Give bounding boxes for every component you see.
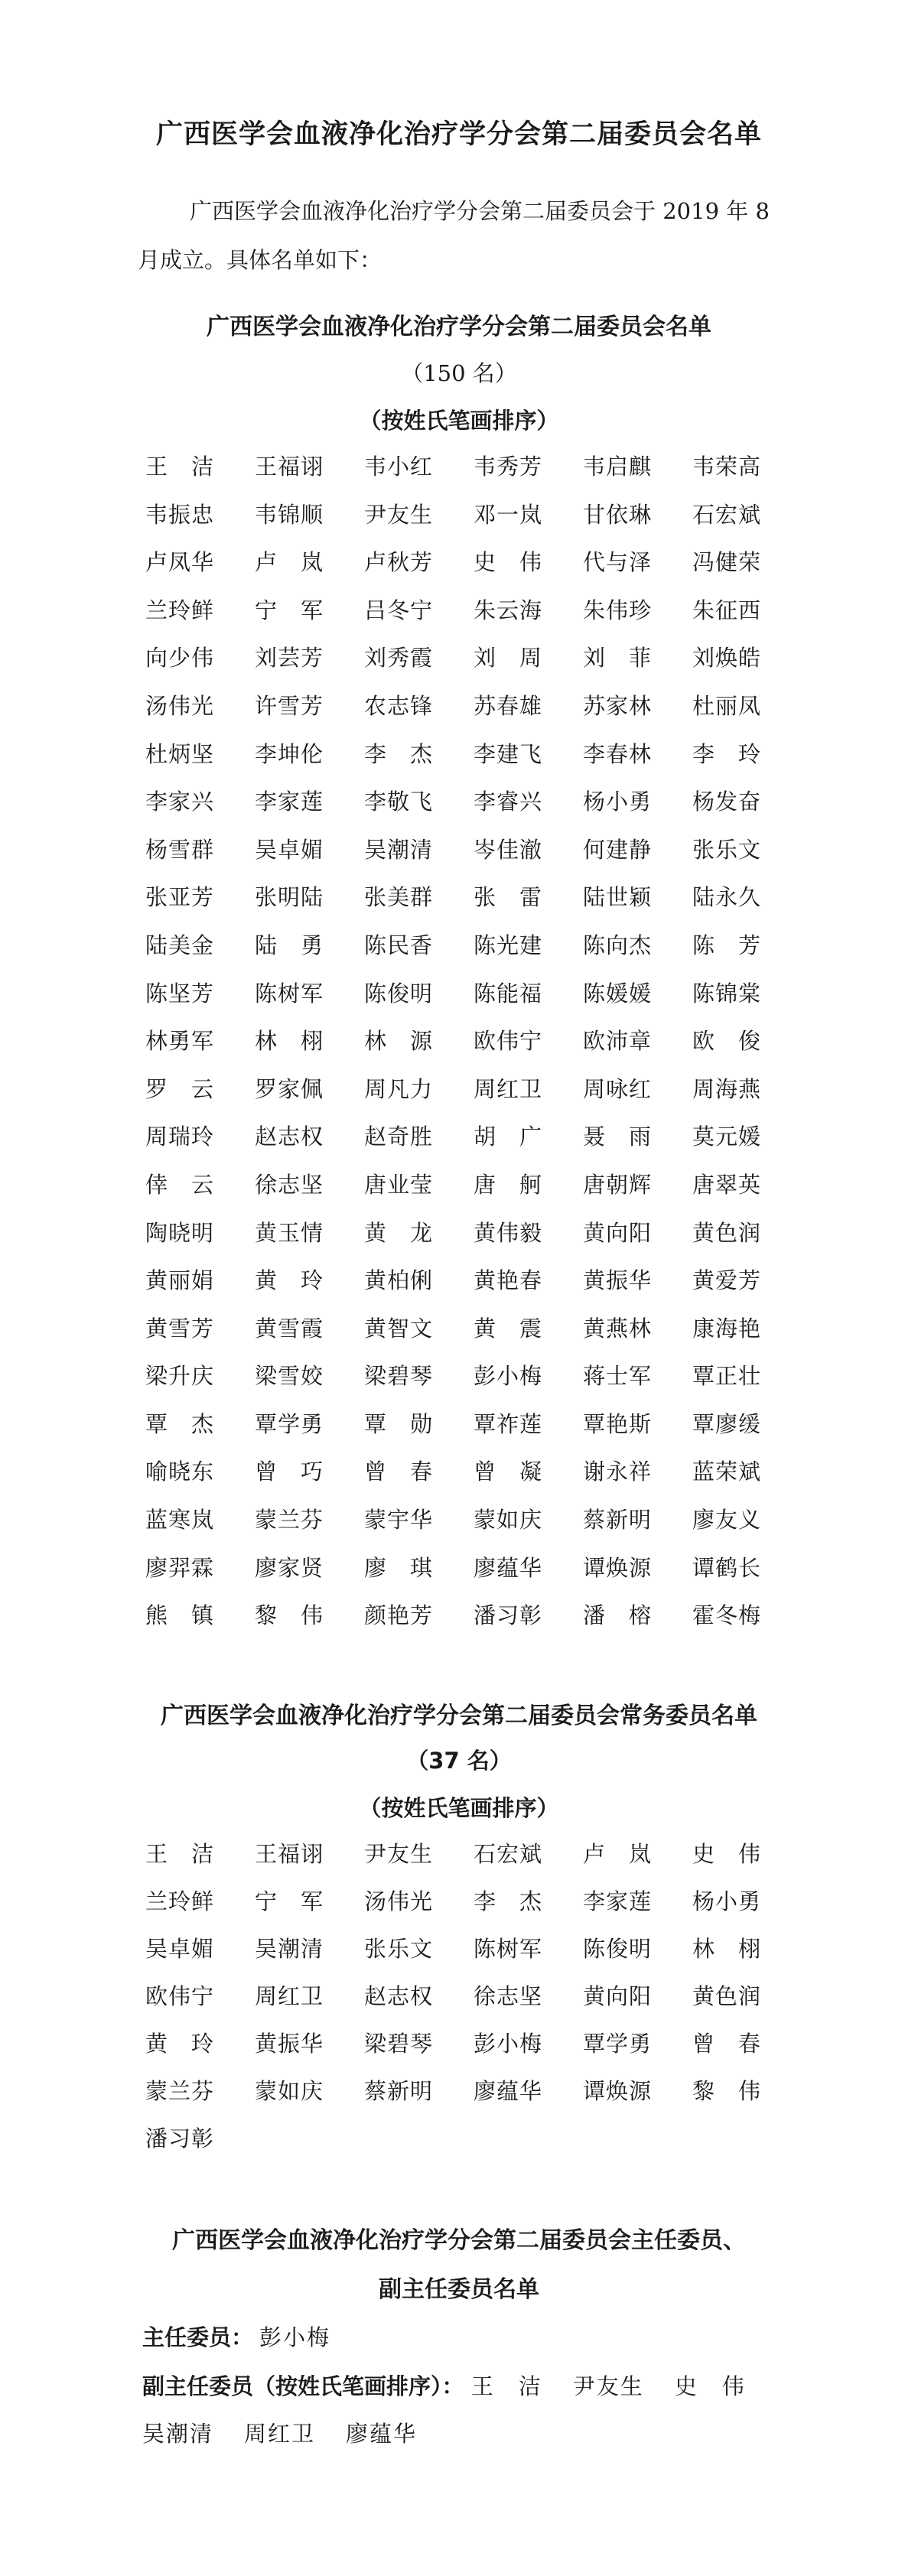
standing-member-name: 史 伟 [692,1841,762,1867]
member-name: 刘 菲 [583,645,653,672]
member-name: 彭小梅 [474,1363,543,1390]
member-name: 杜丽凤 [692,692,762,719]
standing-member-name: 黄 玲 [145,2031,215,2057]
standing-member-name: 谭焕源 [583,2078,653,2104]
member-name: 卢 岚 [255,549,324,576]
member-name: 林 源 [364,1028,434,1055]
document-title: 广西医学会血液净化治疗学分会第二届委员会名单 [155,119,762,150]
member-name: 苏家林 [583,692,653,719]
member-name: 廖蕴华 [474,1554,543,1581]
member-name: 胡 广 [474,1124,543,1150]
member-name: 刘 周 [474,645,543,672]
member-name: 蒙如庆 [474,1507,543,1534]
member-name: 邓一岚 [474,501,543,528]
member-name: 唐 舸 [474,1171,543,1198]
intro-line-1: 广西医学会血液净化治疗学分会第二届委员会于 2019 年 8 [190,198,770,224]
member-name: 黄爱芳 [692,1267,762,1294]
chair-list-title-line-1: 广西医学会血液净化治疗学分会第二届委员会主任委员、 [172,2227,746,2254]
vice-chair-name: 廖蕴华 [346,2421,418,2447]
member-name: 覃 杰 [145,1410,215,1437]
vice-chair-name: 史 伟 [674,2373,746,2399]
member-name: 刘秀霞 [364,645,434,672]
standing-member-name: 汤伟光 [364,1888,434,1914]
member-name: 莫元媛 [692,1124,762,1150]
member-name: 陈锦棠 [692,980,762,1007]
standing-member-name: 蒙兰芬 [145,2078,215,2104]
member-name: 向少伟 [145,645,215,672]
member-name: 熊 镇 [145,1602,215,1629]
member-name: 黄燕林 [583,1315,653,1342]
member-name: 覃廖缓 [692,1410,762,1437]
member-name: 朱伟珍 [583,597,653,623]
standing-committee-order-note: （按姓氏笔画排序） [359,1795,559,1821]
standing-member-name: 杨小勇 [692,1888,762,1914]
member-name: 李睿兴 [474,789,543,815]
member-name: 陈俊明 [364,980,434,1007]
member-name: 黄艳春 [474,1267,543,1294]
member-name: 欧沛章 [583,1028,653,1055]
standing-member-name: 曾 春 [692,2031,762,2057]
member-name: 颜艳芳 [364,1602,434,1629]
member-name: 冯健荣 [692,549,762,576]
standing-member-name: 蔡新明 [364,2078,434,2104]
member-name: 林 栩 [255,1028,324,1055]
member-name: 陈媛媛 [583,980,653,1007]
vice-chair-name: 周红卫 [244,2421,316,2447]
member-name: 韦振忠 [145,501,215,528]
member-name: 韦锦顺 [255,501,324,528]
member-name: 杨小勇 [583,789,653,815]
member-name: 倖 云 [145,1171,215,1198]
member-name: 韦小红 [364,454,434,480]
member-name: 王福诩 [255,454,324,480]
member-name: 韦启麒 [583,454,653,480]
member-name: 陆美金 [145,932,215,958]
member-name: 欧伟宁 [474,1028,543,1055]
member-name: 唐业莹 [364,1171,434,1198]
member-name: 蓝寒岚 [145,1507,215,1534]
standing-committee-count: （37 名） [406,1748,512,1774]
committee-name-grid [145,453,803,1650]
vice-chair-name: 王 洁 [470,2373,542,2399]
standing-member-name: 王福诩 [255,1841,324,1867]
standing-member-name: 彭小梅 [474,2031,543,2057]
member-name: 蒋士军 [583,1363,653,1390]
member-name: 蓝荣斌 [692,1459,762,1485]
member-name: 廖友义 [692,1507,762,1534]
member-name: 陆永久 [692,884,762,911]
member-name: 林勇军 [145,1028,215,1055]
member-name: 唐朝辉 [583,1171,653,1198]
member-name: 宁 军 [255,597,324,623]
member-name: 赵志权 [255,1124,324,1150]
member-name: 黄丽娟 [145,1267,215,1294]
standing-member-name: 张乐文 [364,1936,434,1962]
standing-member-name: 李家莲 [583,1888,653,1914]
member-name: 罗家佩 [255,1075,324,1102]
member-name: 黄伟毅 [474,1219,543,1246]
member-name: 黄 震 [474,1315,543,1342]
member-name: 杨雪群 [145,836,215,863]
member-name: 蔡新明 [583,1507,653,1534]
member-name: 韦荣高 [692,454,762,480]
member-name: 张乐文 [692,836,762,863]
member-name: 陈 芳 [692,932,762,958]
member-name: 康海艳 [692,1315,762,1342]
intro-line-2: 月成立。具体名单如下： [138,247,382,273]
member-name: 吕冬宁 [364,597,434,623]
member-name: 潘习彰 [474,1602,543,1629]
member-name: 张 雷 [474,884,543,911]
member-name: 农志锋 [364,692,434,719]
member-name: 霍冬梅 [692,1602,762,1629]
committee-order-note: （按姓氏笔画排序） [359,408,559,434]
member-name: 李家兴 [145,789,215,815]
member-name: 陶晓明 [145,1219,215,1246]
member-name: 喻晓东 [145,1459,215,1485]
standing-member-name: 黄振华 [255,2031,324,2057]
committee-count: （150 名） [401,360,517,386]
member-name: 唐翠英 [692,1171,762,1198]
standing-member-name: 覃学勇 [583,2031,653,2057]
chair-row [142,2321,831,2352]
member-name: 覃祚莲 [474,1410,543,1437]
member-name: 蒙兰芬 [255,1507,324,1534]
member-name: 陆 勇 [255,932,324,958]
member-name: 吴卓媚 [255,836,324,863]
member-name: 许雪芳 [255,692,324,719]
member-name: 张明陆 [255,884,324,911]
member-name: 黄 玲 [255,1267,324,1294]
standing-member-name: 廖蕴华 [474,2078,543,2104]
vice-chair-label: 副主任委员（按姓氏笔画排序）： [142,2373,464,2399]
member-name: 谢永祥 [583,1459,653,1485]
standing-member-name: 陈树军 [474,1936,543,1962]
member-name: 李春林 [583,740,653,767]
member-name: 黄柏俐 [364,1267,434,1294]
standing-member-name: 黄向阳 [583,1983,653,2009]
member-name: 李坤伦 [255,740,324,767]
member-name: 欧 俊 [692,1028,762,1055]
member-name: 陈向杰 [583,932,653,958]
member-name: 黄雪芳 [145,1315,215,1342]
member-name: 陈坚芳 [145,980,215,1007]
standing-committee-title: 广西医学会血液净化治疗学分会第二届委员会常务委员名单 [161,1703,757,1729]
standing-member-name: 欧伟宁 [145,1983,215,2009]
member-name: 黄向阳 [583,1219,653,1246]
member-name: 曾 巧 [255,1459,324,1485]
intro-paragraph [139,187,797,285]
member-name: 尹友生 [364,501,434,528]
member-name: 李敬飞 [364,789,434,815]
standing-member-name: 黎 伟 [692,2078,762,2104]
member-name: 甘依琳 [583,501,653,528]
member-name: 石宏斌 [692,501,762,528]
vice-chair-row-1 [142,2369,831,2401]
member-name: 刘焕皓 [692,645,762,672]
member-name: 黄雪霞 [255,1315,324,1342]
member-name: 黄智文 [364,1315,434,1342]
member-name: 史 伟 [474,549,543,576]
member-name: 卢凤华 [145,549,215,576]
member-name: 李 玲 [692,740,762,767]
member-name: 朱征西 [692,597,762,623]
member-name: 周凡力 [364,1075,434,1102]
member-name: 兰玲鲜 [145,597,215,623]
member-name: 吴潮清 [364,836,434,863]
member-name: 徐志坚 [255,1171,324,1198]
chair-list-title-line-2: 副主任委员名单 [379,2276,539,2303]
member-name: 王 洁 [145,454,215,480]
standing-member-name: 潘习彰 [145,2126,215,2152]
committee-list-title: 广西医学会血液净化治疗学分会第二届委员会名单 [207,314,711,340]
member-name: 何建静 [583,836,653,863]
member-name: 黎 伟 [255,1602,324,1629]
vice-chair-name: 尹友生 [572,2373,644,2399]
member-name: 黄 龙 [364,1219,434,1246]
member-name: 潘 榕 [583,1602,653,1629]
standing-member-name: 蒙如庆 [255,2078,324,2104]
member-name: 李家莲 [255,789,324,815]
member-name: 陆世颖 [583,884,653,911]
member-name: 代与泽 [583,549,653,576]
member-name: 谭焕源 [583,1554,653,1581]
member-name: 梁碧琴 [364,1363,434,1390]
standing-member-name: 林 栩 [692,1936,762,1962]
chair-label: 主任委员： [142,2324,254,2350]
member-name: 周海燕 [692,1075,762,1102]
member-name: 杨发奋 [692,789,762,815]
standing-member-name: 王 洁 [145,1841,215,1867]
member-name: 李 杰 [364,740,434,767]
member-name: 廖 琪 [364,1554,434,1581]
member-name: 张亚芳 [145,884,215,911]
member-name: 周咏红 [583,1075,653,1102]
standing-member-name: 赵志权 [364,1983,434,2009]
standing-member-name: 尹友生 [364,1841,434,1867]
member-name: 梁雪姣 [255,1363,324,1390]
member-name: 谭鹤长 [692,1554,762,1581]
member-name: 罗 云 [145,1075,215,1102]
member-name: 卢秋芳 [364,549,434,576]
member-name: 周红卫 [474,1075,543,1102]
standing-member-name: 兰玲鲜 [145,1888,215,1914]
member-name: 张美群 [364,884,434,911]
member-name: 梁升庆 [145,1363,215,1390]
member-name: 覃学勇 [255,1410,324,1437]
member-name: 蒙宇华 [364,1507,434,1534]
chair-name: 彭小梅 [259,2324,331,2350]
standing-member-name: 陈俊明 [583,1936,653,1962]
member-name: 陈树军 [255,980,324,1007]
standing-member-name: 宁 军 [255,1888,324,1914]
standing-member-name: 徐志坚 [474,1983,543,2009]
member-name: 杜炳坚 [145,740,215,767]
member-name: 汤伟光 [145,692,215,719]
member-name: 黄色润 [692,1219,762,1246]
standing-member-name: 梁碧琴 [364,2031,434,2057]
member-name: 黄振华 [583,1267,653,1294]
member-name: 覃艳斯 [583,1410,653,1437]
standing-member-name: 石宏斌 [474,1841,543,1867]
standing-member-name: 周红卫 [255,1983,324,2009]
member-name: 陈光建 [474,932,543,958]
member-name: 黄玉情 [255,1219,324,1246]
member-name: 周瑞玲 [145,1124,215,1150]
member-name: 岑佳澈 [474,836,543,863]
standing-member-name: 吴卓媚 [145,1936,215,1962]
member-name: 韦秀芳 [474,454,543,480]
standing-member-name: 吴潮清 [255,1936,324,1962]
standing-committee-name-grid [145,1840,803,2172]
member-name: 陈民香 [364,932,434,958]
standing-member-name: 黄色润 [692,1983,762,2009]
member-name: 朱云海 [474,597,543,623]
member-name: 曾 春 [364,1459,434,1485]
member-name: 覃 勋 [364,1410,434,1437]
member-name: 刘芸芳 [255,645,324,672]
vice-chair-row-2 [142,2417,831,2448]
vice-chair-name: 吴潮清 [142,2421,214,2447]
standing-member-name: 李 杰 [474,1888,543,1914]
member-name: 陈能福 [474,980,543,1007]
member-name: 聂 雨 [583,1124,653,1150]
member-name: 赵奇胜 [364,1124,434,1150]
member-name: 廖家贤 [255,1554,324,1581]
standing-member-name: 卢 岚 [583,1841,653,1867]
member-name: 李建飞 [474,740,543,767]
member-name: 廖羿霖 [145,1554,215,1581]
member-name: 苏春雄 [474,692,543,719]
member-name: 覃正壮 [692,1363,762,1390]
member-name: 曾 凝 [474,1459,543,1485]
